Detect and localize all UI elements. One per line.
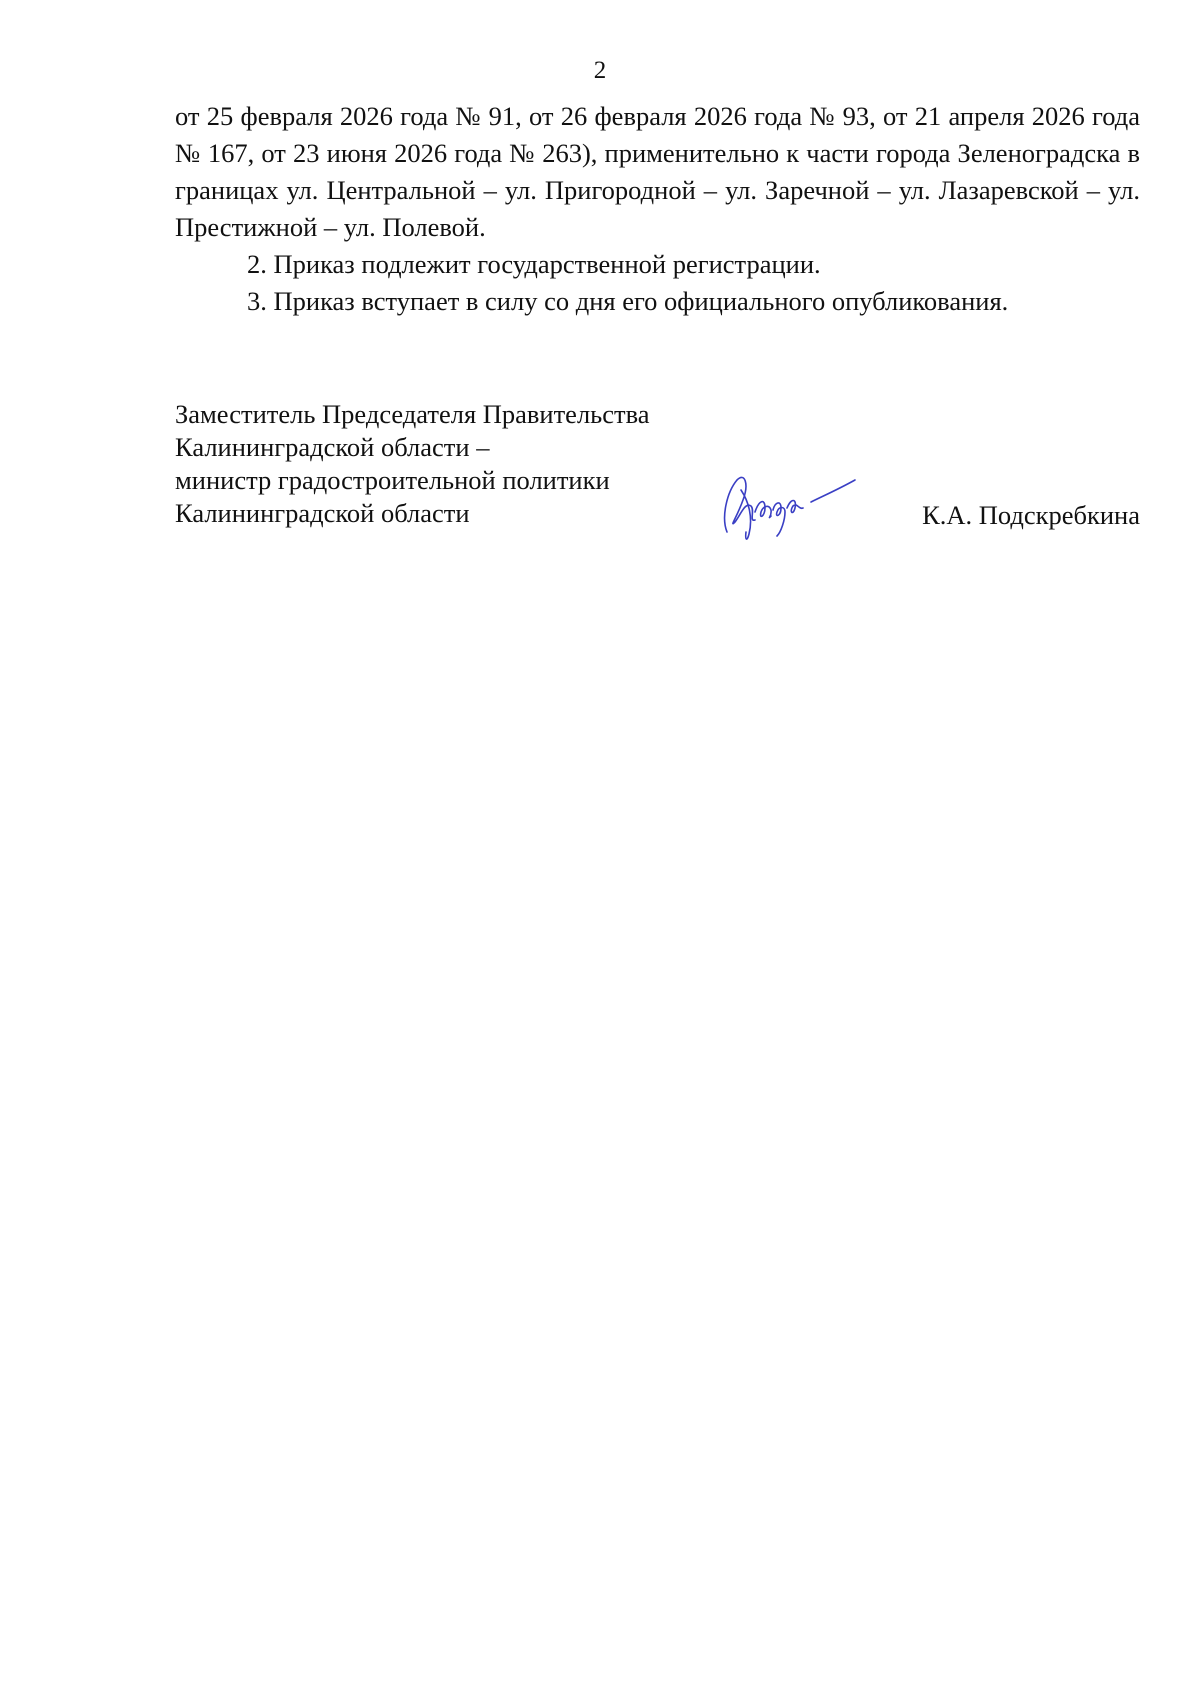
signer-title-line: Заместитель Председателя Правительства [175, 399, 650, 429]
signer-title [175, 398, 650, 530]
signature-stroke [741, 490, 751, 539]
handwritten-signature [715, 462, 865, 547]
paragraph-item-3: 3. Приказ вступает в силу со дня его официального опубликования. [247, 286, 1009, 316]
signature-stroke [755, 502, 771, 518]
paragraph-continuation: от 25 февраля 2026 года № 91, от 26 февраля 2026 года № 93, от 21 апреля 2026 года № 167, от 23 июня 2026 года № 263), применительно к части города Зеленоградска в границах ул. Центральной – ул. Пригородной – ул. Заречной – ул. Лазаревской – ул. Престижной – ул. Полевой. [175, 101, 1140, 242]
document-body [175, 98, 1140, 320]
signer-name: К.А. Подскребкина [922, 500, 1140, 530]
signature-block [175, 398, 1140, 538]
paragraph-item-2: 2. Приказ подлежит государственной регистрации. [247, 249, 821, 279]
page-number: 2 [593, 57, 607, 84]
signature-stroke [787, 501, 803, 513]
signer-title-line: Калининградской области – [175, 432, 490, 462]
signer-title-line: Калининградской области [175, 498, 470, 528]
signer-title-line: министр градостроительной политики [175, 465, 610, 495]
signature-stroke [811, 480, 855, 502]
signature-stroke [773, 503, 785, 536]
